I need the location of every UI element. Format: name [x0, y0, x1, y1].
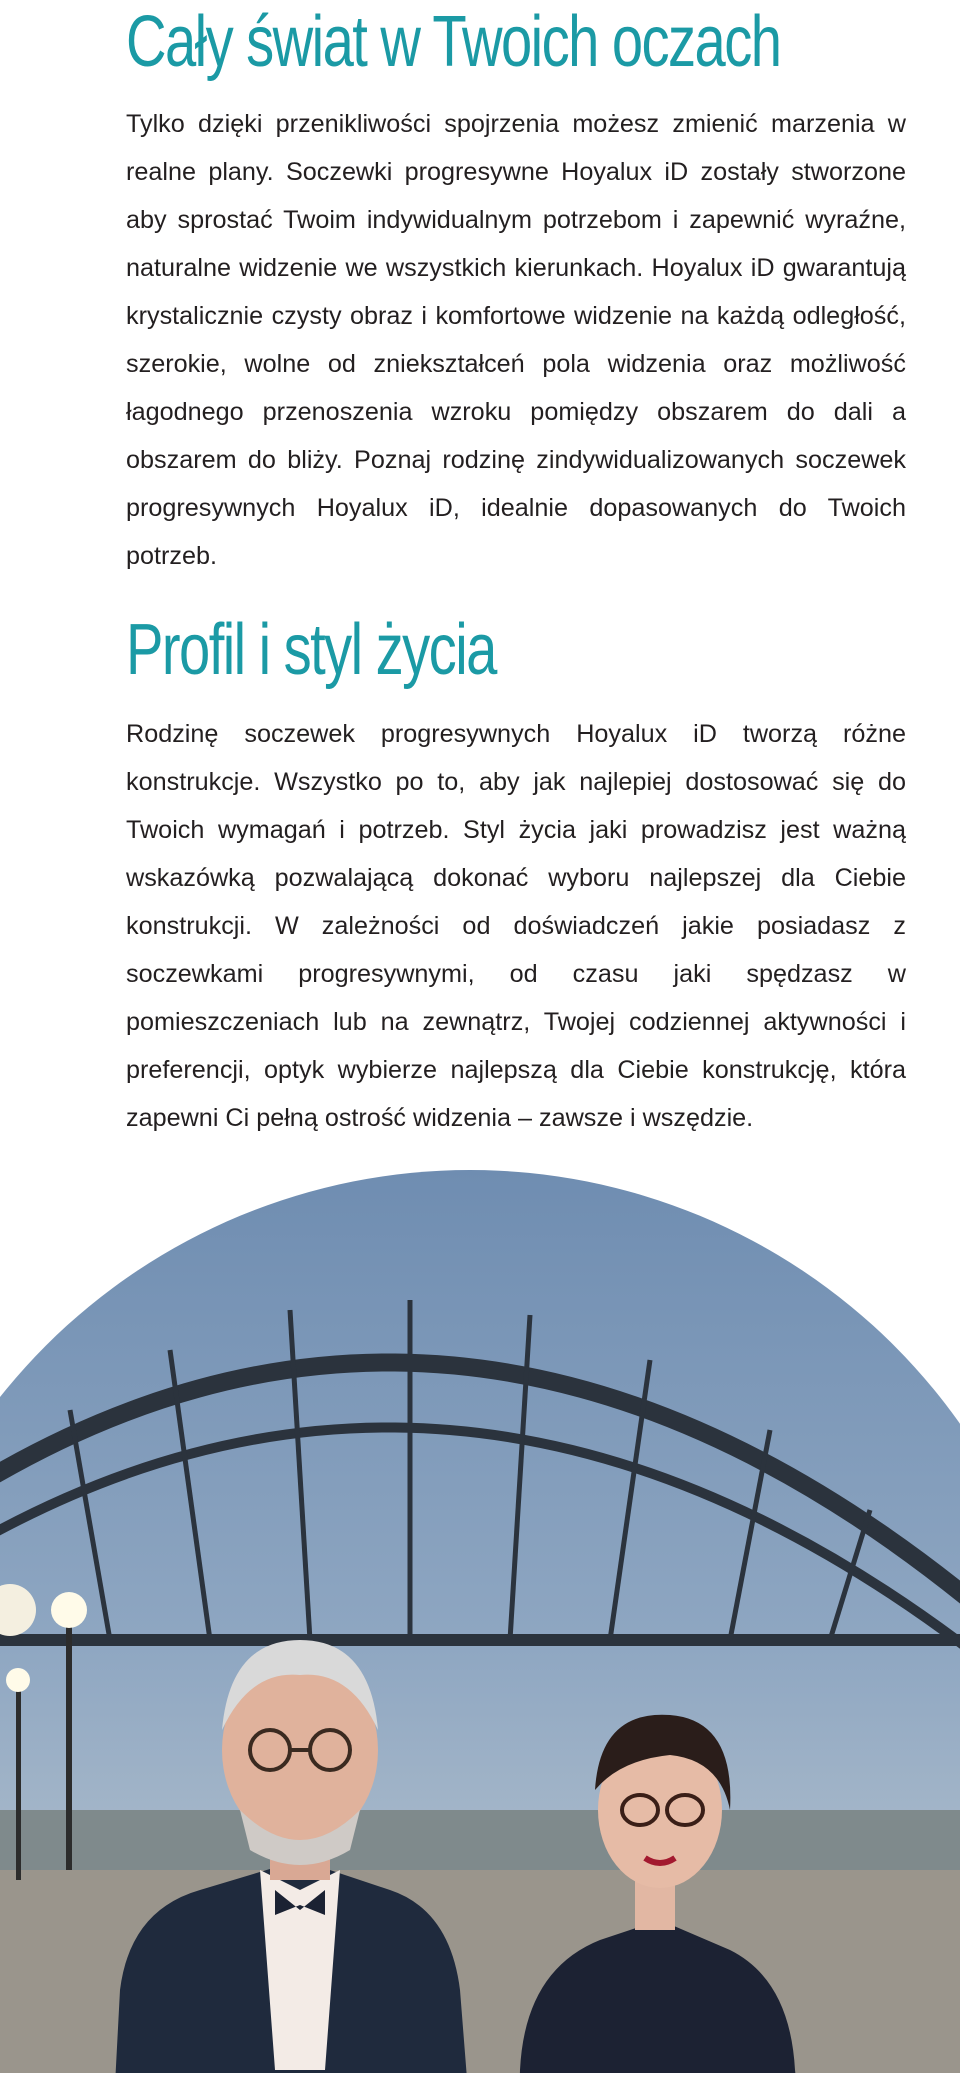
bridge-illustration	[0, 1362, 960, 1650]
photo-circle-frame	[0, 1170, 960, 2073]
section-paragraph-lifestyle: Rodzinę soczewek progresywnych Hoyalux iD tworzą różne konstrukcje. Wszystko po to, aby jak najlepiej dostosować się do Twoich wymagań i potrzeb. Styl życia jaki prowadzisz jest ważną wskazówką pozwalającą dokonać wyboru najlepszej dla Ciebie konstrukcji. W zależności od doświadczeń jakie posiadasz z soczewkami progresywnymi, od czasu jaki spędzasz w pomieszczeniach lub na zewnątrz, Twojej codziennej aktywności i preferencji, optyk wybierze najlepszą dla Ciebie konstrukcję, która zapewni Ci pełną ostrość widzenia – zawsze i wszędzie.	[126, 720, 906, 1132]
section-heading-lifestyle: Profil i styl życia	[126, 610, 496, 690]
couple-photo	[0, 1170, 960, 2073]
section-heading-world: Cały świat w Twoich oczach	[126, 2, 781, 82]
section-paragraph-world: Tylko dzięki przenikliwości spojrzenia możesz zmienić marzenia w realne plany. Soczewki progresywne Hoyalux iD zostały stworzone aby sprostać Twoim indywidualnym potrzebom i zapewnić wyraźne, naturalne widzenie we wszystkich kierunkach. Hoyalux iD gwarantują krystalicznie czysty obraz i komfortowe widzenie na każdą odległość, szerokie, wolne od zniekształceń pola widzenia oraz możliwość łagodnego przenoszenia wzroku pomiędzy obszarem do dali a obszarem do bliży. Poznaj rodzinę zindywidualizowanych soczewek progresywnych Hoyalux iD, idealnie dopasowanych do Twoich potrzeb.	[126, 110, 906, 570]
